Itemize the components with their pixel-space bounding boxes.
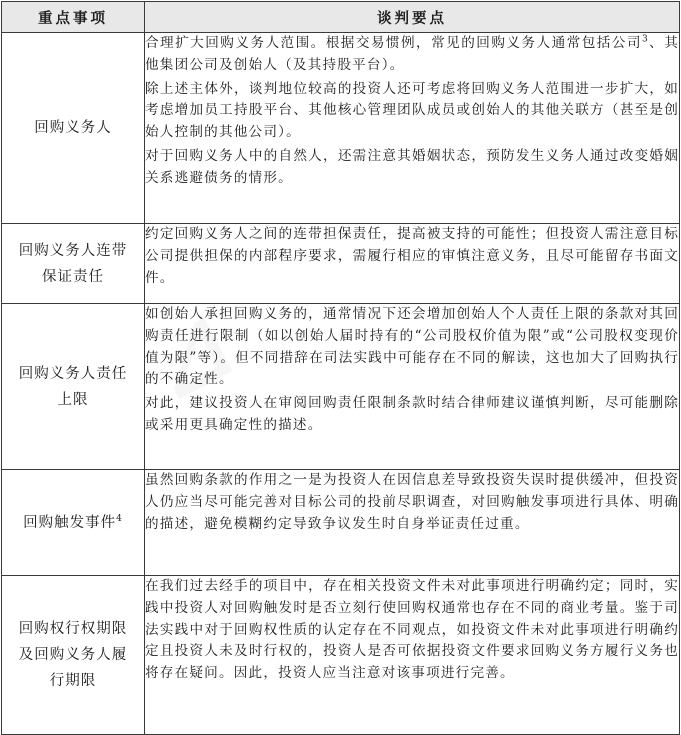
content-paragraph: 合理扩大回购义务人范围。根据交易惯例，常见的回购义务人通常包括公司$^3$、其他集团公司及创始人（及其持股平台）。 — [145, 34, 679, 73]
footnote-ref: 3 — [641, 34, 649, 45]
row-topic: 回购义务人连带保证责任 — [2, 224, 145, 304]
table-row — [2, 304, 680, 470]
table-row — [2, 224, 680, 304]
negotiation-table — [1, 1, 680, 735]
table-row — [2, 576, 680, 735]
table-row — [2, 470, 680, 576]
table-header-row — [2, 2, 680, 33]
row-content — [145, 470, 680, 576]
row-topic: 回购权行权期限及回购义务人履行期限 — [2, 576, 145, 735]
row-topic: 回购触发事件$^4$ — [2, 470, 145, 576]
content-paragraph: 在我们过去经手的项目中，存在相关投资文件未对此事项进行明确约定；同时，实践中投资人对回购触发时是否立刻行使回购权通常也存在不同的商业考量。鉴于司法实践中对于回购权性质的认定存在不同观点，如投资文件未对此事项进行明确约定且投资人未及时行权的，投资人是否可依据投资文件要求回购义务方履行义务也将存在疑问。因此，投资人应当注意对该事项进行完善。 — [145, 578, 679, 682]
content-paragraph: 对于回购义务人中的自然人，还需注意其婚姻状态，预防发生义务人通过改变婚姻关系逃避债务的情形。 — [145, 147, 679, 186]
table-row — [2, 33, 680, 224]
content-paragraph: 虽然回购条款的作用之一是为投资人在因信息差导致投资失误时提供缓冲，但投资人仍应当尽可能完善对目标公司的投前尽职调查，对回购触发事项进行具体、明确的描述，避免模糊约定导致争议发生时自身举证责任过重。 — [145, 472, 679, 532]
content-paragraph: 除上述主体外，谈判地位较高的投资人还可考虑将回购义务人范围进一步扩大，如考虑增加员工持股平台、其他核心管理团队成员或创始人的其他关联方（甚至是创始人控制的其他公司）。 — [145, 80, 679, 141]
content-paragraph: 约定回购义务人之间的连带担保责任，提高被支持的可能性；但投资人需注意目标公司提供担保的内部程序要求，需履行相应的审慎注意义务，且尽可能留存书面文件。 — [145, 226, 679, 286]
content-paragraph: 如创始人承担回购义务的，通常情况下还会增加创始人个人责任上限的条款对其回购责任进行限制（如以创始人届时持有的“公司股权价值为限”或“公司股权变现价值为限”等）。但不同措辞在司法实践中可能存在不同的解读，这也加大了回购执行的不确定性。 — [145, 306, 679, 388]
row-content — [145, 224, 680, 304]
content-paragraph: 对此，建议投资人在审阅回购责任限制条款时结合律师建议谨慎判断，尽可能删除或采用更具确定性的描述。 — [145, 395, 679, 433]
row-topic: 回购义务人责任上限 — [2, 304, 145, 470]
row-topic: 回购义务人 — [2, 33, 145, 224]
row-content — [145, 576, 680, 735]
row-content — [145, 33, 680, 224]
header-negotiation-points: 谈判要点 — [145, 2, 680, 33]
footnote-ref: 4 — [116, 513, 123, 524]
row-content — [145, 304, 680, 470]
header-key-matters: 重点事项 — [2, 2, 145, 33]
